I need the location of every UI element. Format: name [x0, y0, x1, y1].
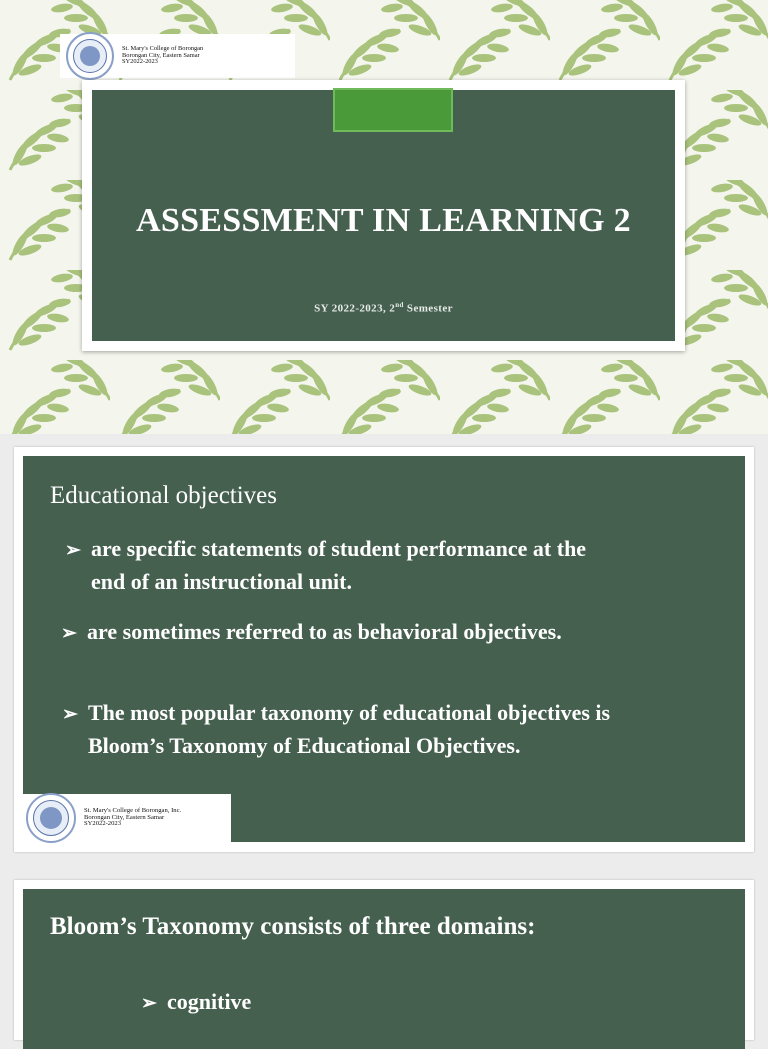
bullet-item: ➢ are sometimes referred to as behavioral objectives.: [61, 616, 721, 649]
school-year: SY2022-2023: [122, 58, 158, 66]
college-logo-footer: [23, 794, 231, 842]
school-year: SY2022-2023: [84, 820, 121, 828]
title-card: [82, 80, 685, 351]
slide-title: ASSESSMENT IN LEARNING 2: [136, 202, 631, 239]
slide-subtitle: SY 2022-2023, 2nd Semester: [314, 301, 453, 315]
college-info-text: [84, 808, 181, 829]
arrow-bullet-icon: ➢: [62, 704, 78, 725]
slide-heading: Bloom’s Taxonomy consists of three domains:: [50, 913, 536, 940]
title-slide: [0, 0, 768, 434]
arrow-bullet-icon: ➢: [65, 540, 81, 561]
college-seal-icon: [66, 32, 114, 80]
bullet-item: ➢ cognitive: [141, 986, 541, 1019]
college-address: Borongan City, Eastern Samar: [122, 51, 200, 59]
green-accent-tab: [333, 88, 453, 132]
content-panel: [23, 456, 745, 842]
college-name: St. Mary's College of Borongan: [122, 44, 204, 52]
college-name: St. Mary's College of Borongan, Inc.: [84, 806, 182, 814]
arrow-bullet-icon: ➢: [141, 993, 157, 1014]
college-address: Borongan City, Eastern Samar: [84, 813, 165, 821]
bullet-item: ➢ The most popular taxonomy of educational objectives is Bloom’s Taxonomy of Educational Objectives.: [62, 700, 611, 758]
college-info-text: [122, 46, 203, 66]
arrow-bullet-icon: ➢: [61, 623, 77, 644]
title-panel: [92, 90, 675, 341]
bullet-item: ➢ are specific statements of student performance at the end of an instructional unit.: [65, 536, 587, 594]
educational-objectives-slide: [14, 447, 754, 852]
content-panel: [23, 889, 745, 1049]
blooms-taxonomy-slide: [14, 880, 754, 1040]
college-logo-header: [60, 34, 295, 78]
college-seal-icon: [26, 793, 76, 843]
slide-heading: Educational objectives: [50, 482, 278, 509]
